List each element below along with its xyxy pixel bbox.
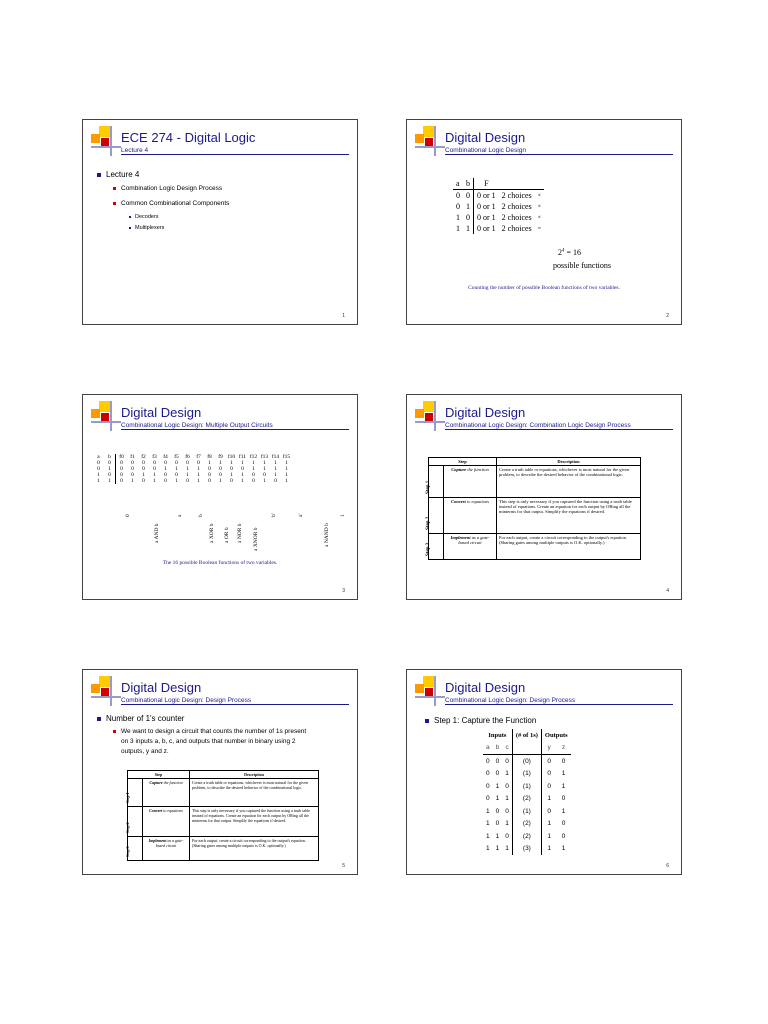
step-description: This step is only necessary if you captured the function using a truth table instead of equations. Create an equation for each output by ORing all the minterms for that output. Simplify the equations if desired.: [190, 807, 319, 837]
cell: 0: [97, 460, 100, 466]
table-row: [128, 837, 319, 861]
cell: 1: [274, 460, 277, 466]
cell: 2 choices: [501, 202, 532, 211]
header-cell: f13: [260, 454, 269, 460]
page-number: 5: [342, 863, 345, 869]
logo-icon: [91, 126, 121, 156]
cell: 0: [547, 757, 551, 765]
title-rule: [445, 704, 673, 705]
cell: 1: [502, 793, 512, 806]
logo-icon: [415, 126, 445, 156]
result-count: $2^4 = 16$: [558, 248, 582, 257]
cell: 0: [495, 757, 500, 765]
table-row: [93, 478, 292, 484]
step-number: Step 2: [429, 498, 444, 534]
sub-sub-bullet: Multiplexers: [129, 225, 164, 231]
cell: 0: [120, 466, 123, 472]
cell: (1): [512, 805, 541, 818]
cell: 0: [186, 460, 189, 466]
cell: 1: [186, 466, 189, 472]
header-cell: Step: [429, 458, 497, 466]
mark: ×: [537, 192, 542, 199]
slide-title: Digital Design: [121, 680, 202, 695]
cell: 1: [547, 795, 551, 803]
step-number: Step 1: [429, 466, 444, 498]
cell: 0: [502, 780, 512, 793]
slide-2: [406, 119, 682, 325]
header-cell: c: [502, 742, 512, 755]
cell: (2): [512, 793, 541, 806]
ones-counter-table: [483, 729, 571, 855]
header-cell: Description: [497, 458, 641, 466]
header-cell: f9: [218, 454, 223, 460]
cell: 0: [104, 460, 116, 466]
page-number: 3: [342, 588, 345, 594]
table-subheader: [483, 742, 571, 755]
cell: 1: [463, 201, 474, 212]
cell: 0: [547, 807, 551, 815]
figure-caption: Counting the number of possible Boolean functions of two variables.: [468, 285, 620, 291]
cell: 0: [120, 460, 123, 466]
cell: 0: [230, 466, 233, 472]
page-number: 6: [666, 863, 669, 869]
header-cell: b: [463, 178, 474, 190]
cell: 1: [252, 460, 255, 466]
cell: 1: [197, 472, 200, 478]
function-name: a XOR b: [209, 523, 215, 543]
sub-bullet: Common Combinational Components: [113, 200, 229, 207]
cell: 1: [547, 845, 551, 853]
step-description: For each output, create a circuit corresponding to the output's equation. (Sharing gates among multiple outputs is O.K. optionally.): [497, 534, 641, 560]
cell: 0: [561, 832, 566, 840]
step-name: Convert to equations: [444, 498, 497, 534]
cell: 0: [252, 478, 255, 484]
table-header: [429, 458, 641, 466]
cell: 2 choices: [501, 224, 532, 233]
cell: 0: [175, 460, 178, 466]
function-name: a: [177, 514, 183, 517]
cell: 1: [104, 478, 116, 484]
cell: 0: [241, 466, 244, 472]
header-cell: Step: [128, 771, 190, 779]
page-number: 4: [666, 588, 669, 594]
cell: 1: [285, 472, 288, 478]
cell: 0: [252, 472, 255, 478]
cell: 1: [263, 460, 266, 466]
cell: 0: [142, 466, 145, 472]
header-cell: f3: [152, 454, 157, 460]
cell: 1: [186, 472, 189, 478]
step-name: Capture the function: [444, 466, 497, 498]
cell: 0: [486, 770, 490, 778]
cell: 1: [219, 460, 222, 466]
header-cell: (# of 1s): [512, 729, 541, 742]
cell: 0: [186, 478, 189, 484]
title-rule: [445, 429, 673, 430]
table-row: [483, 830, 571, 843]
header-cell: Description: [190, 771, 319, 779]
cell: 0: [142, 478, 145, 484]
table-row: [429, 498, 641, 534]
logo-icon: [91, 676, 121, 706]
step-name: Implement as a gate-based circuit: [143, 837, 190, 861]
cell: 0 or 1: [477, 202, 496, 211]
cell: 1: [486, 807, 490, 815]
cell: 1: [495, 782, 500, 790]
cell: 0: [97, 466, 100, 472]
cell: 1: [263, 466, 266, 472]
slide-title: Digital Design: [445, 680, 526, 695]
table-row: [453, 223, 544, 234]
boolean-functions-table: [93, 454, 292, 484]
function-name: a': [298, 513, 304, 517]
cell: 0: [219, 472, 222, 478]
cell: 0: [208, 472, 211, 478]
slide-subtitle: Lecture 4: [121, 147, 149, 154]
cell: 0: [486, 795, 490, 803]
cell: 1: [131, 478, 134, 484]
cell: 1: [486, 832, 490, 840]
cell: 1: [495, 832, 500, 840]
header-cell: Inputs: [483, 729, 512, 742]
cell: 1: [285, 460, 288, 466]
sub-bullet-cont: on 3 inputs a, b, c, and outputs that number in binary using 2: [121, 738, 296, 745]
slide-subtitle: Combinational Logic Design: [445, 147, 526, 154]
cell: 1: [547, 820, 551, 828]
cell: 0: [131, 460, 134, 466]
header-cell: f6: [185, 454, 190, 460]
header-cell: a: [486, 744, 490, 752]
cell: 0: [502, 805, 512, 818]
slide-4: [406, 394, 682, 600]
sub-sub-bullet: Decoders: [129, 214, 159, 220]
cell: 0: [502, 755, 512, 768]
title-rule: [121, 704, 349, 705]
bullet: Lecture 4: [97, 170, 139, 179]
functions-table: [453, 178, 544, 234]
step-description: Create a truth table or equations, whichever is most natural for the given problem, to describe the desired behavior of the combinational logic.: [190, 779, 319, 807]
cell: 0: [547, 770, 551, 778]
header-cell: b: [495, 744, 500, 752]
header-cell: f4: [163, 454, 168, 460]
cell: 0: [197, 460, 200, 466]
table-row: [483, 805, 571, 818]
step-number: Step 3: [429, 534, 444, 560]
page-number: 2: [666, 313, 669, 319]
function-name: b: [198, 514, 204, 517]
cell: 1: [561, 770, 566, 778]
cell: 1: [197, 466, 200, 472]
cell: 0: [142, 460, 145, 466]
cell: 1: [97, 472, 100, 478]
step-name: Convert to equations: [143, 807, 190, 837]
header-cell: f1: [130, 454, 135, 460]
cell: 1: [486, 820, 490, 828]
header-cell: F: [484, 179, 489, 188]
cell: 0: [208, 466, 211, 472]
cell: 1: [547, 832, 551, 840]
cell: 1: [495, 845, 500, 853]
step-number: Step 1: [128, 779, 143, 807]
cell: 0: [230, 478, 233, 484]
cell: (1): [512, 780, 541, 793]
cell: 0: [456, 202, 460, 211]
table-row: [483, 818, 571, 831]
slide-5: [82, 669, 358, 875]
header-cell: f14: [271, 454, 280, 460]
cell: 1: [252, 466, 255, 472]
mark: ×: [537, 214, 542, 221]
table-row: [429, 466, 641, 498]
cell: 0: [219, 466, 222, 472]
cell: 2 choices: [501, 191, 532, 200]
function-name: 0: [125, 514, 131, 517]
design-steps-table: [428, 457, 641, 560]
cell: 1: [104, 466, 116, 472]
slide-1: [82, 119, 358, 325]
cell: 0: [164, 472, 167, 478]
function-name: a OR b: [224, 527, 230, 543]
bullet: Number of 1's counter: [97, 714, 184, 723]
cell: 0: [495, 820, 500, 828]
cell: 1: [561, 782, 566, 790]
function-name: a NAND b: [324, 523, 330, 547]
cell: 1: [208, 460, 211, 466]
header-cell: f0: [119, 454, 124, 460]
table-row: [483, 768, 571, 781]
logo-icon: [91, 401, 121, 431]
slide-subtitle: Combinational Logic Design: Combination Logic Design Process: [445, 422, 631, 429]
cell: 1: [230, 472, 233, 478]
header-cell: f2: [141, 454, 146, 460]
table-row: [453, 190, 544, 202]
cell: 2 choices: [501, 213, 532, 222]
cell: 0: [463, 212, 474, 223]
cell: 1: [97, 478, 100, 484]
cell: 0: [120, 472, 123, 478]
bullet: Step 1: Capture the Function: [425, 716, 536, 725]
function-name: a AND b: [154, 523, 160, 543]
cell: 0: [463, 190, 474, 202]
mark: =: [537, 225, 542, 232]
header-cell: [512, 742, 541, 755]
cell: 1: [175, 466, 178, 472]
step-description: For each output, create a circuit corresponding to the output's equation. (Sharing gates among multiple outputs is O.K. optionally.): [190, 837, 319, 861]
cell: (0): [512, 755, 541, 768]
cell: 0: [561, 795, 566, 803]
step-description: Create a truth table or equations, whichever is most natural for the given problem, to describe the desired behavior of the combinational logic.: [497, 466, 641, 498]
header-cell: y: [547, 744, 551, 752]
sub-bullet: We want to design a circuit that counts the number of 1s present: [113, 728, 306, 735]
cell: 1: [463, 223, 474, 234]
cell: 0: [486, 757, 490, 765]
figure-caption: The 16 possible Boolean functions of two variables.: [162, 560, 278, 566]
cell: 1: [502, 843, 512, 856]
cell: 1: [502, 818, 512, 831]
table-row: [128, 779, 319, 807]
cell: 1: [561, 807, 566, 815]
cell: 1: [274, 472, 277, 478]
cell: 0 or 1: [477, 213, 496, 222]
sub-bullet: Combination Logic Design Process: [113, 185, 222, 192]
step-number: Step 2: [128, 807, 143, 837]
cell: 0 or 1: [477, 191, 496, 200]
cell: 0: [131, 472, 134, 478]
sub-bullet-cont: outputs, y and z.: [121, 748, 169, 755]
cell: 0: [456, 191, 460, 200]
cell: 1: [456, 213, 460, 222]
header-cell: f15: [282, 454, 291, 460]
cell: 0: [164, 478, 167, 484]
table-row: [483, 843, 571, 856]
cell: 1: [285, 478, 288, 484]
header-cell: b: [104, 454, 116, 460]
cell: 1: [230, 460, 233, 466]
slide-title: ECE 274 - Digital Logic: [121, 130, 256, 145]
cell: 0: [274, 478, 277, 484]
header-cell: a: [97, 454, 100, 460]
cell: 1: [241, 460, 244, 466]
header-cell: Outputs: [544, 731, 568, 739]
table-row: [453, 201, 544, 212]
slide-6: [406, 669, 682, 875]
step-number: Step 3: [128, 837, 143, 861]
cell: 0: [120, 478, 123, 484]
slide-3: [82, 394, 358, 600]
table-row: [429, 534, 641, 560]
cell: 1: [263, 478, 266, 484]
cell: 0: [495, 770, 500, 778]
cell: 1: [241, 472, 244, 478]
cell: 1: [274, 466, 277, 472]
cell: 1: [486, 845, 490, 853]
cell: 0: [175, 472, 178, 478]
cell: 0: [153, 460, 156, 466]
cell: 0: [561, 757, 566, 765]
cell: 0: [208, 478, 211, 484]
cell: 0 or 1: [477, 224, 496, 233]
cell: 1: [219, 478, 222, 484]
step-description: This step is only necessary if you captured the function using a truth table instead of equations. Create an equation for each output by ORing all the minterms for that output. Simplify the equations if desired.: [497, 498, 641, 534]
cell: 1: [142, 472, 145, 478]
header-cell: f5: [174, 454, 179, 460]
cell: 1: [197, 478, 200, 484]
cell: 1: [456, 224, 460, 233]
table-row: [128, 807, 319, 837]
function-name: a NOR b: [237, 523, 243, 543]
cell: 1: [153, 472, 156, 478]
cell: (3): [512, 843, 541, 856]
table-row: [483, 755, 571, 768]
mark: ×: [537, 203, 542, 210]
cell: 0: [131, 466, 134, 472]
header-cell: f7: [196, 454, 201, 460]
cell: 0: [561, 820, 566, 828]
header-cell: z: [561, 744, 566, 752]
cell: 1: [561, 845, 566, 853]
function-name: a XNOR b: [253, 527, 259, 551]
cell: 1: [164, 466, 167, 472]
table-row: [453, 212, 544, 223]
header-cell: f11: [238, 454, 247, 460]
cell: 1: [495, 795, 500, 803]
slide-subtitle: Combinational Logic Design: Multiple Output Circuits: [121, 422, 273, 429]
cell: 1: [175, 478, 178, 484]
logo-icon: [415, 401, 445, 431]
cell: 1: [241, 478, 244, 484]
slide-title: Digital Design: [445, 405, 526, 420]
title-rule: [445, 154, 673, 155]
cell: 0: [164, 460, 167, 466]
header-cell: f10: [227, 454, 236, 460]
table-header: [483, 729, 571, 742]
function-name: b': [271, 513, 277, 517]
cell: 0: [486, 782, 490, 790]
page-number: 1: [342, 313, 345, 319]
header-cell: f12: [249, 454, 258, 460]
cell: (2): [512, 818, 541, 831]
cell: 1: [153, 478, 156, 484]
cell: 0: [502, 830, 512, 843]
logo-icon: [415, 676, 445, 706]
slide-subtitle: Combinational Logic Design: Design Process: [121, 697, 252, 704]
header-cell: a: [456, 179, 460, 188]
cell: 1: [502, 768, 512, 781]
cell: 0: [495, 807, 500, 815]
table-row: [483, 780, 571, 793]
step-name: Implement as a gate-based circuit: [444, 534, 497, 560]
title-rule: [121, 429, 349, 430]
cell: (1): [512, 768, 541, 781]
design-steps-table: [127, 770, 319, 861]
step-name: Capture the function: [143, 779, 190, 807]
function-name: 1: [340, 514, 346, 517]
table-header: [453, 178, 544, 190]
slide-subtitle: Combinational Logic Design: Design Process: [445, 697, 576, 704]
header-cell: f8: [207, 454, 212, 460]
slide-title: Digital Design: [445, 130, 526, 145]
title-rule: [121, 154, 349, 155]
table-header: [128, 771, 319, 779]
cell: 0: [153, 466, 156, 472]
cell: 0: [547, 782, 551, 790]
table-row: [483, 793, 571, 806]
slide-title: Digital Design: [121, 405, 202, 420]
cell: (2): [512, 830, 541, 843]
result-label: possible functions: [553, 261, 611, 270]
cell: 0: [104, 472, 116, 478]
cell: 1: [285, 466, 288, 472]
cell: 0: [263, 472, 266, 478]
